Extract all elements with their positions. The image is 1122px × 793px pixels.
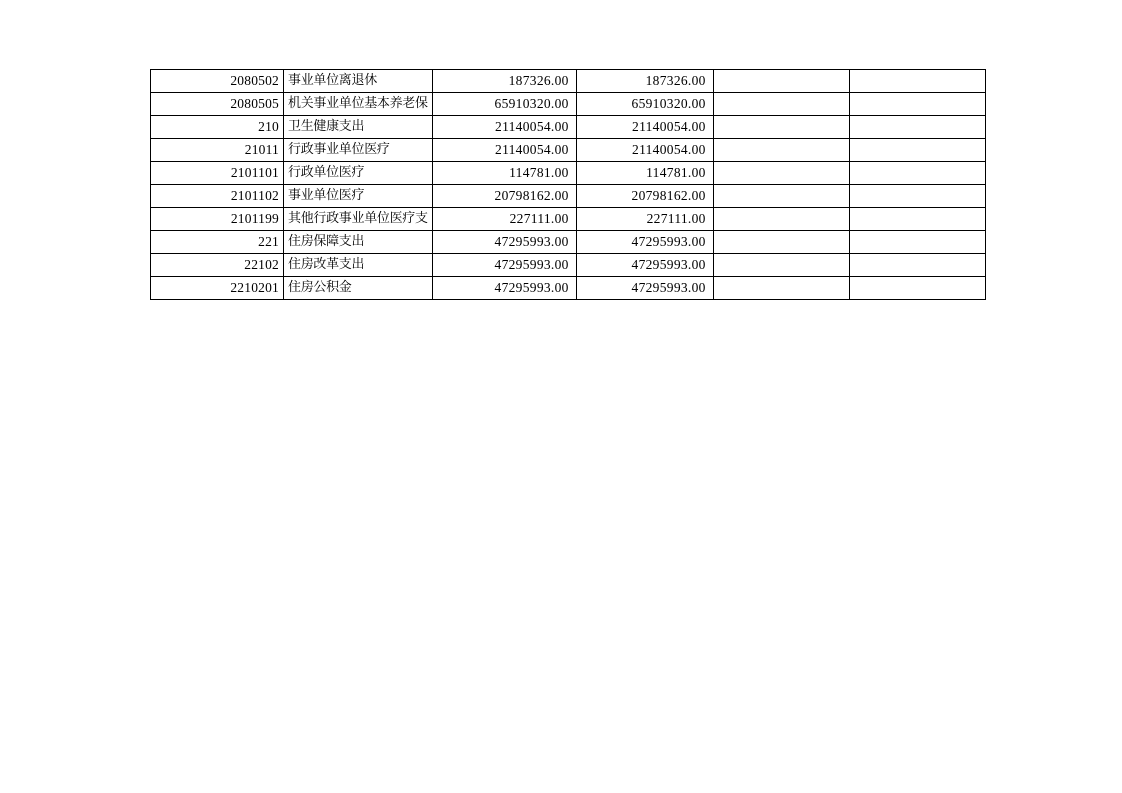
cell-amount-4 — [849, 70, 985, 93]
cell-amount-2: 187326.00 — [576, 70, 713, 93]
table-row — [151, 277, 986, 300]
cell-amount-3 — [713, 231, 849, 254]
cell-amount-1: 187326.00 — [432, 70, 576, 93]
cell-amount-1: 47295993.00 — [432, 254, 576, 277]
cell-subject-name: 住房公积金 — [284, 277, 433, 300]
cell-subject-name: 行政单位医疗 — [284, 162, 433, 185]
cell-amount-1: 65910320.00 — [432, 93, 576, 116]
cell-subject-name: 事业单位医疗 — [284, 185, 433, 208]
cell-subject-code: 2101102 — [151, 185, 284, 208]
cell-amount-2: 47295993.00 — [576, 254, 713, 277]
cell-amount-2: 47295993.00 — [576, 231, 713, 254]
cell-amount-4 — [849, 116, 985, 139]
cell-amount-2: 227111.00 — [576, 208, 713, 231]
cell-amount-1: 227111.00 — [432, 208, 576, 231]
cell-subject-code: 22102 — [151, 254, 284, 277]
cell-subject-code: 221 — [151, 231, 284, 254]
cell-amount-1: 47295993.00 — [432, 277, 576, 300]
cell-amount-3 — [713, 139, 849, 162]
cell-amount-2: 21140054.00 — [576, 116, 713, 139]
cell-subject-code: 2080502 — [151, 70, 284, 93]
table-row — [151, 208, 986, 231]
cell-amount-2: 65910320.00 — [576, 93, 713, 116]
cell-amount-1: 47295993.00 — [432, 231, 576, 254]
cell-subject-code: 2101101 — [151, 162, 284, 185]
cell-amount-3 — [713, 162, 849, 185]
cell-subject-name: 住房保障支出 — [284, 231, 433, 254]
cell-amount-2: 47295993.00 — [576, 277, 713, 300]
cell-amount-1: 21140054.00 — [432, 139, 576, 162]
cell-amount-3 — [713, 93, 849, 116]
cell-amount-2: 114781.00 — [576, 162, 713, 185]
cell-amount-1: 20798162.00 — [432, 185, 576, 208]
cell-amount-2: 21140054.00 — [576, 139, 713, 162]
cell-amount-4 — [849, 93, 985, 116]
cell-amount-4 — [849, 277, 985, 300]
cell-amount-4 — [849, 162, 985, 185]
cell-amount-3 — [713, 254, 849, 277]
cell-amount-3 — [713, 208, 849, 231]
table-row — [151, 162, 986, 185]
cell-subject-code: 21011 — [151, 139, 284, 162]
cell-subject-name: 机关事业单位基本养老保 — [284, 93, 433, 116]
cell-subject-name: 其他行政事业单位医疗支 — [284, 208, 433, 231]
table-row — [151, 231, 986, 254]
cell-amount-2: 20798162.00 — [576, 185, 713, 208]
cell-amount-3 — [713, 185, 849, 208]
table-row — [151, 254, 986, 277]
cell-amount-4 — [849, 208, 985, 231]
cell-subject-code: 210 — [151, 116, 284, 139]
budget-expenditure-table — [150, 69, 986, 300]
cell-subject-code: 2080505 — [151, 93, 284, 116]
cell-amount-3 — [713, 70, 849, 93]
cell-subject-code: 2210201 — [151, 277, 284, 300]
cell-subject-name: 住房改革支出 — [284, 254, 433, 277]
cell-amount-4 — [849, 254, 985, 277]
cell-amount-4 — [849, 139, 985, 162]
table-body — [151, 70, 986, 300]
cell-amount-4 — [849, 231, 985, 254]
cell-amount-3 — [713, 116, 849, 139]
cell-amount-1: 21140054.00 — [432, 116, 576, 139]
cell-subject-name: 事业单位离退休 — [284, 70, 433, 93]
table-row — [151, 93, 986, 116]
cell-subject-name: 行政事业单位医疗 — [284, 139, 433, 162]
cell-subject-code: 2101199 — [151, 208, 284, 231]
cell-amount-4 — [849, 185, 985, 208]
cell-amount-3 — [713, 277, 849, 300]
table-row — [151, 116, 986, 139]
table-row — [151, 139, 986, 162]
table-row — [151, 185, 986, 208]
cell-subject-name: 卫生健康支出 — [284, 116, 433, 139]
cell-amount-1: 114781.00 — [432, 162, 576, 185]
table-row — [151, 70, 986, 93]
